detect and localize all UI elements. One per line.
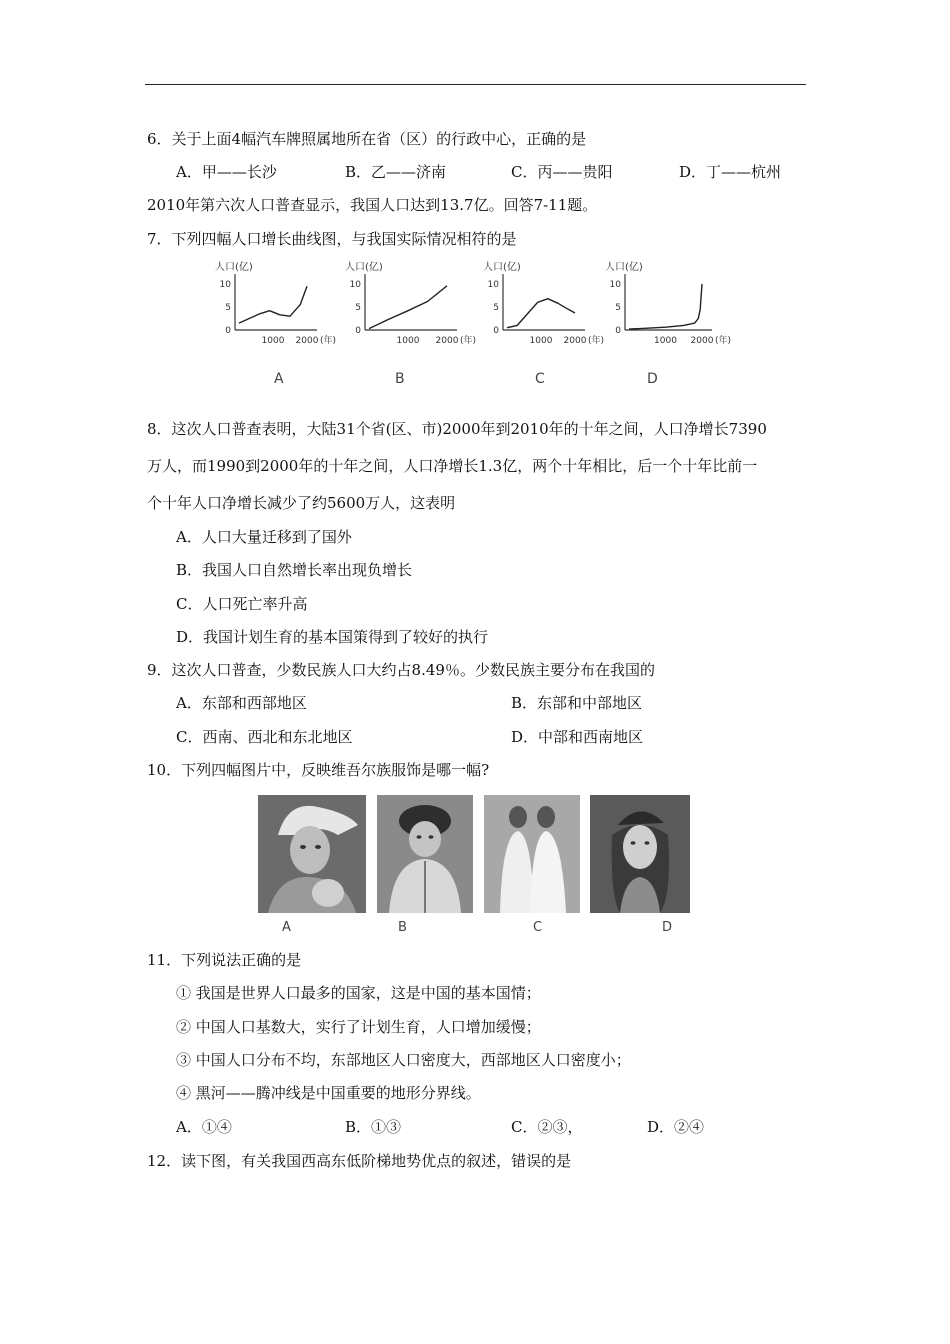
y-tick-label: 10 <box>487 280 499 290</box>
chart-c-letter: C <box>535 371 545 387</box>
x-tick-label: 2000 <box>435 336 459 346</box>
q11-statement-2: ② 中国人口基数大，实行了计划生育，人口增加缓慢； <box>176 1018 541 1036</box>
y-tick-label: 5 <box>615 303 621 313</box>
chart-c <box>483 260 613 359</box>
x-tick-label: 2000 <box>295 336 319 346</box>
q9-option-c: C．西南、西北和东北地区 <box>176 728 353 746</box>
y-axis-label: 人口(亿) <box>483 262 521 273</box>
x-tick-label: 1000 <box>654 336 677 346</box>
y-tick-label: 0 <box>225 326 231 336</box>
x-tick-label: 2000 <box>563 336 587 346</box>
chart-d <box>605 260 740 359</box>
x-axis-label: (年) <box>715 336 732 346</box>
photo-a-letter: A <box>282 920 291 935</box>
x-axis-label: (年) <box>588 336 605 346</box>
q11-option-a: A．①④ <box>176 1118 232 1136</box>
population-curve <box>239 286 307 323</box>
x-tick-label: 1000 <box>261 336 285 346</box>
x-tick-label: 1000 <box>396 336 420 346</box>
x-axis-label: (年) <box>320 336 337 346</box>
question-10-stem: 10．下列四幅图片中，反映维吾尔族服饰是哪一幅? <box>147 761 490 779</box>
population-curve <box>507 299 575 328</box>
chart-a <box>215 260 345 359</box>
q6-option-c: C．丙——贵阳 <box>511 163 613 181</box>
q11-statement-4: ④ 黑河——腾冲线是中国重要的地形分界线。 <box>176 1084 481 1102</box>
y-axis-label: 人口(亿) <box>605 262 643 273</box>
y-tick-label: 10 <box>609 280 621 290</box>
q8-option-c: C．人口死亡率升高 <box>176 595 308 613</box>
y-tick-label: 10 <box>349 280 361 290</box>
intro-text: 2010年第六次人口普查显示，我国人口达到13.7亿。回答7-11题。 <box>147 196 598 214</box>
photo-b-letter: B <box>398 920 407 935</box>
question-6-stem: 6．关于上面4幅汽车牌照属地所在省（区）的行政中心，正确的是 <box>147 130 587 148</box>
question-11-stem: 11．下列说法正确的是 <box>147 951 302 969</box>
photo-b-woman-traditional-dress <box>377 795 473 913</box>
chart-a-letter: A <box>274 371 284 387</box>
photo-d-woman-doppa-cap <box>590 795 690 913</box>
question-7-stem: 7．下列四幅人口增长曲线图，与我国实际情况相符的是 <box>147 230 517 248</box>
photo-c-letter: C <box>533 920 543 935</box>
photo-a-woman-headscarf <box>258 795 366 913</box>
q8-option-d: D．我国计划生育的基本国策得到了较好的执行 <box>176 628 489 646</box>
q8-option-a: A．人口大量迁移到了国外 <box>176 528 352 546</box>
question-12-stem: 12．读下图，有关我国西高东低阶梯地势优点的叙述，错误的是 <box>147 1152 572 1170</box>
chart-b <box>345 260 485 359</box>
q8-option-b: B．我国人口自然增长率出现负增长 <box>176 561 413 579</box>
q11-option-d: D．②④ <box>647 1118 705 1136</box>
q11-option-c: C．②③， <box>511 1118 583 1136</box>
question-8-line-3: 个十年人口净增长减少了约5600万人，这表明 <box>147 494 456 512</box>
y-axis-label: 人口(亿) <box>345 262 383 273</box>
q9-option-d: D．中部和西南地区 <box>511 728 644 746</box>
question-8-line-1: 8．这次人口普查表明，大陆31个省(区、市)2000年到2010年的十年之间，人口净增长7390 <box>147 420 767 438</box>
y-tick-label: 5 <box>493 303 499 313</box>
x-tick-label: 1000 <box>529 336 553 346</box>
y-tick-label: 0 <box>493 326 499 336</box>
chart-b-letter: B <box>395 371 405 387</box>
chart-d-letter: D <box>647 371 658 387</box>
photo-d-letter: D <box>662 920 673 935</box>
x-axis-label: (年) <box>460 336 477 346</box>
population-curve <box>369 286 447 329</box>
y-tick-label: 0 <box>355 326 361 336</box>
y-tick-label: 5 <box>225 303 231 313</box>
q9-option-a: A．东部和西部地区 <box>176 694 307 712</box>
y-tick-label: 10 <box>219 280 231 290</box>
q6-option-b: B．乙——济南 <box>345 163 447 181</box>
x-tick-label: 2000 <box>690 336 714 346</box>
y-tick-label: 5 <box>355 303 361 313</box>
q11-statement-3: ③ 中国人口分布不均，东部地区人口密度大，西部地区人口密度小； <box>176 1051 631 1069</box>
q11-statement-1: ① 我国是世界人口最多的国家，这是中国的基本国情； <box>176 984 541 1002</box>
photo-c-two-women-white-dresses <box>484 795 580 913</box>
q6-option-a: A．甲——长沙 <box>176 163 277 181</box>
question-8-line-2: 万人，而1990到2000年的十年之间，人口净增长1.3亿，两个十年相比，后一个十年比前一 <box>147 457 758 475</box>
header-rule <box>145 84 806 85</box>
q9-option-b: B．东部和中部地区 <box>511 694 643 712</box>
q11-option-b: B．①③ <box>345 1118 402 1136</box>
y-tick-label: 0 <box>615 326 621 336</box>
q6-option-d: D．丁——杭州 <box>679 163 782 181</box>
population-curve <box>629 284 702 329</box>
question-9-stem: 9．这次人口普查，少数民族人口大约占8.49％。少数民族主要分布在我国的 <box>147 661 655 679</box>
y-axis-label: 人口(亿) <box>215 262 253 273</box>
